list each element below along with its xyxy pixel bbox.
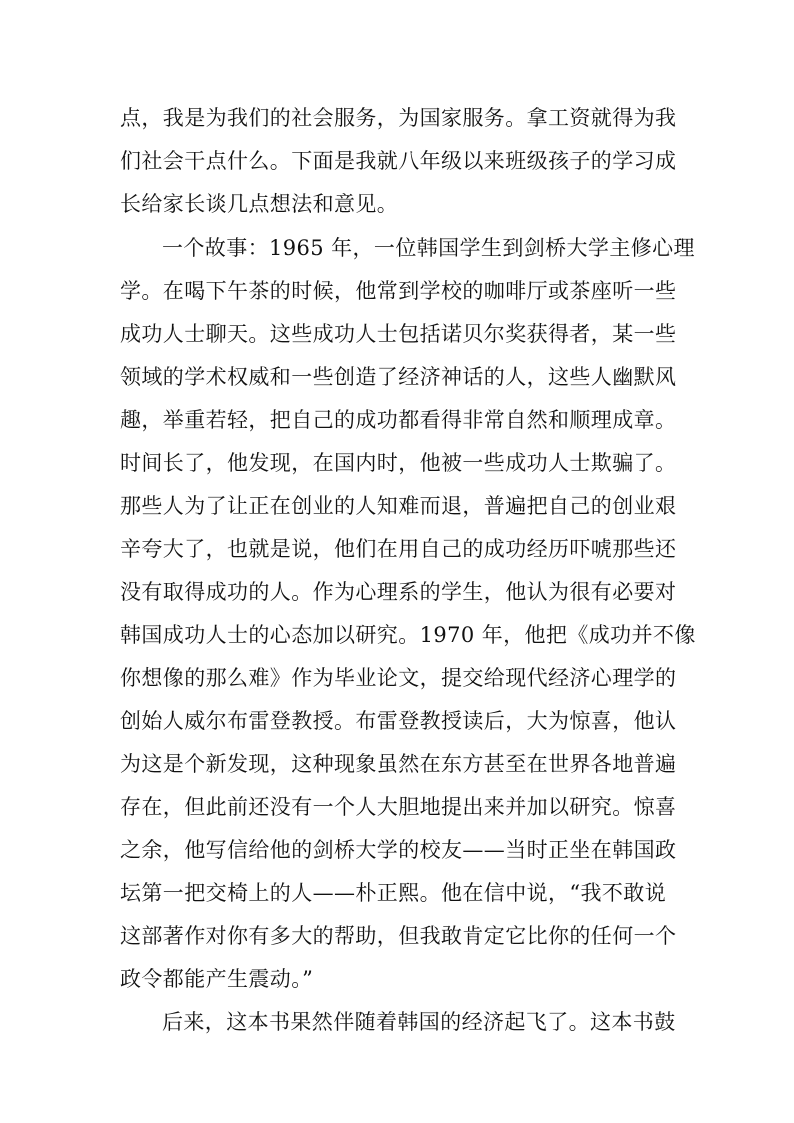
text-line: 点，我是为我们的社会服务，为国家服务。拿工资就得为我	[120, 106, 677, 130]
text-line: 成功人士聊天。这些成功人士包括诺贝尔奖获得者，某一些	[120, 322, 677, 346]
paragraph-first-line: 一个故事：1965 年，一位韩国学生到剑桥大学主修心理	[162, 236, 695, 260]
text-line: 创始人威尔布雷登教授。布雷登教授读后，大为惊喜，他认	[120, 709, 677, 733]
text-line: 为这是个新发现，这种现象虽然在东方甚至在世界各地普遍	[120, 752, 677, 776]
text-line: 坛第一把交椅上的人——朴正熙。他在信中说，“我不敢说	[120, 881, 667, 905]
text-line: 长给家长谈几点想法和意见。	[120, 192, 399, 216]
text-line: 存在，但此前还没有一个人大胆地提出来并加以研究。惊喜	[120, 795, 677, 819]
text-line: 领域的学术权威和一些创造了经济神话的人，这些人幽默风	[120, 365, 677, 389]
text-line: 辛夸大了，也就是说，他们在用自己的成功经历吓唬那些还	[120, 537, 677, 561]
text-line: 韩国成功人士的心态加以研究。1970 年，他把《成功并不像	[120, 623, 696, 647]
text-line: 时间长了，他发现，在国内时，他被一些成功人士欺骗了。	[120, 451, 677, 475]
text-line: 政令都能产生震动。”	[120, 967, 314, 991]
text-line: 你想像的那么难》作为毕业论文，提交给现代经济心理学的	[120, 666, 677, 690]
text-line: 之余，他写信给他的剑桥大学的校友——当时正坐在韩国政	[120, 838, 677, 862]
paragraph-first-line: 后来，这本书果然伴随着韩国的经济起飞了。这本书鼓	[162, 1010, 676, 1034]
text-line: 趣，举重若轻，把自己的成功都看得非常自然和顺理成章。	[120, 408, 677, 432]
text-line: 那些人为了让正在创业的人知难而退，普遍把自己的创业艰	[120, 494, 677, 518]
text-line: 们社会干点什么。下面是我就八年级以来班级孩子的学习成	[120, 149, 677, 173]
text-line: 没有取得成功的人。作为心理系的学生，他认为很有必要对	[120, 580, 677, 604]
text-line: 学。在喝下午茶的时候，他常到学校的咖啡厅或茶座听一些	[120, 279, 677, 303]
text-line: 这部著作对你有多大的帮助，但我敢肯定它比你的任何一个	[120, 924, 677, 948]
